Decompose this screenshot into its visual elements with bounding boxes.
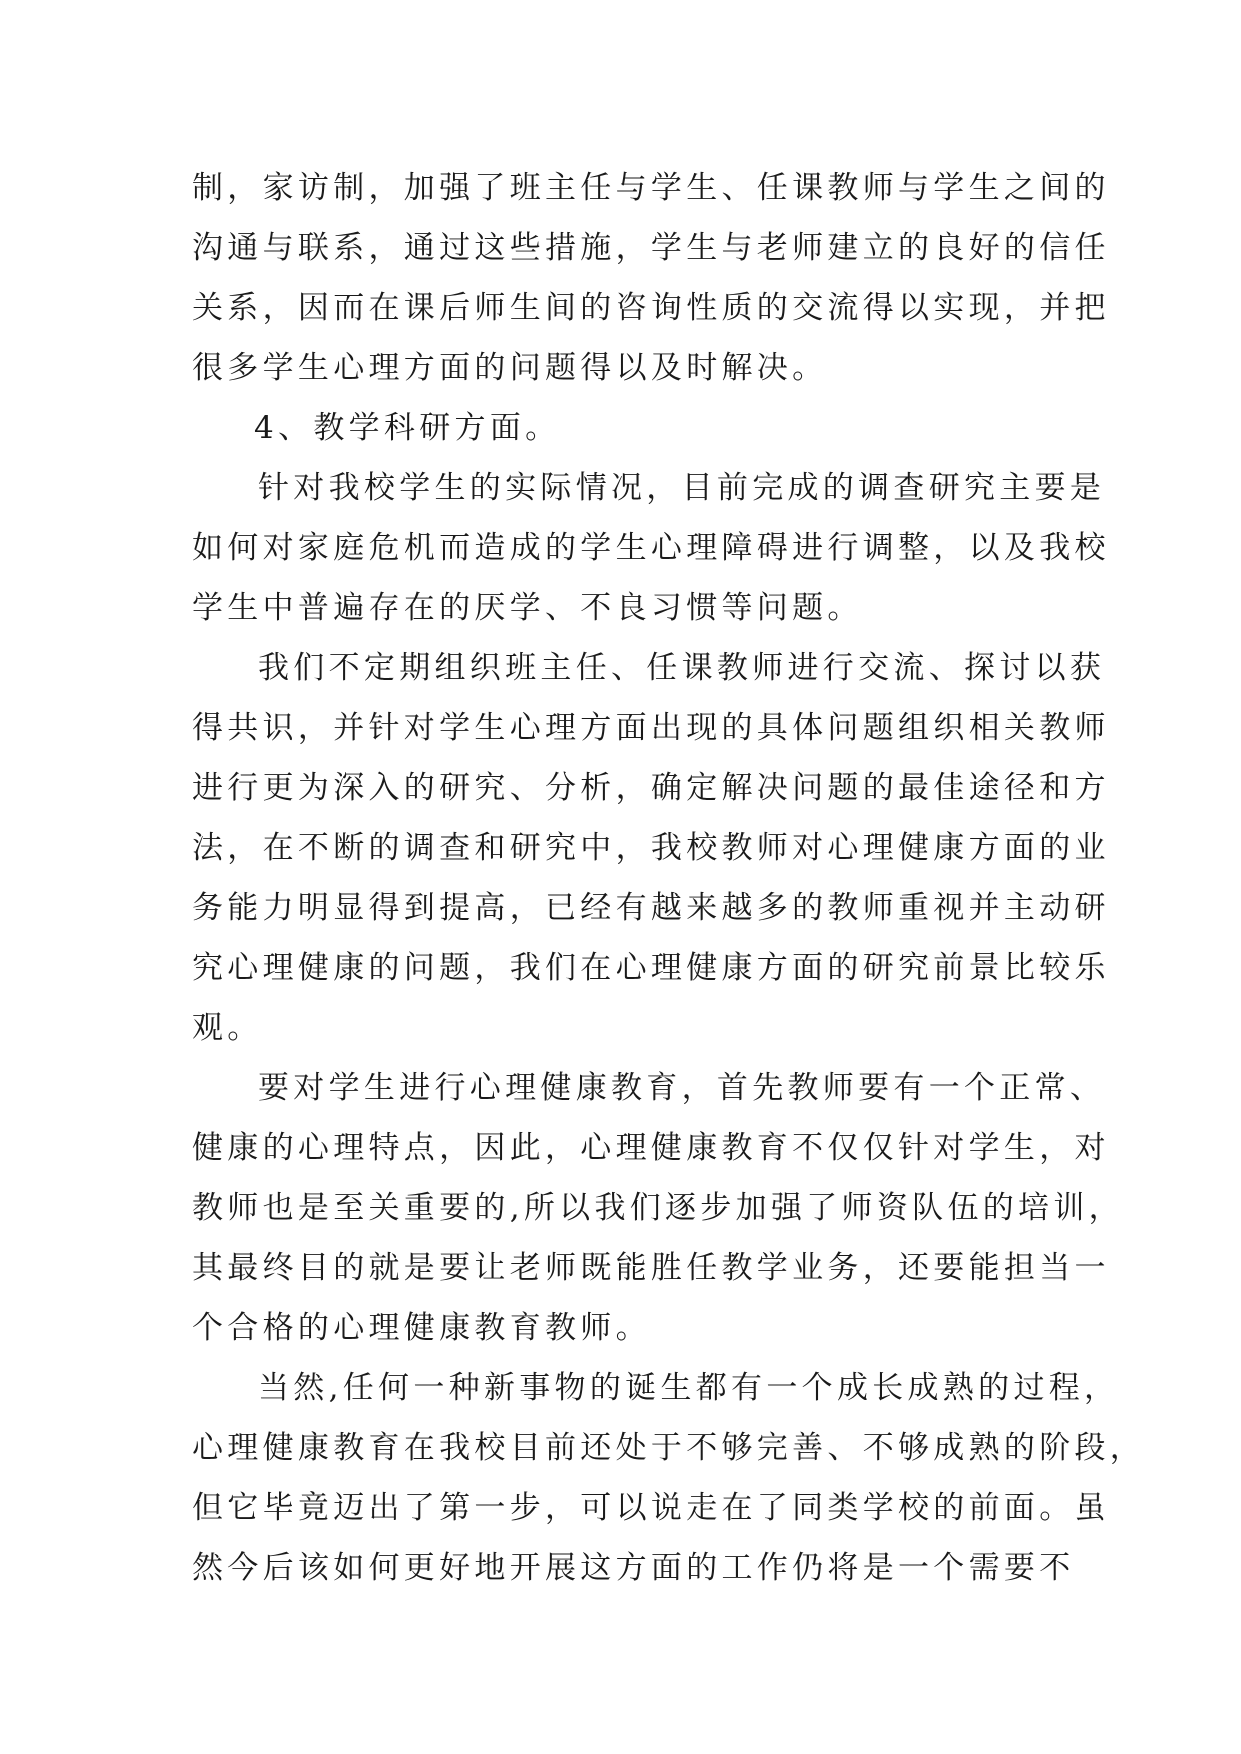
text-line: 当然,任何一种新事物的诞生都有一个成长成熟的过程，: [258, 1370, 1120, 1406]
text-line: 心理健康教育在我校目前还处于不够完善、不够成熟的阶段，: [192, 1430, 1146, 1466]
text-line: 得共识，并针对学生心理方面出现的具体问题组织相关教师: [192, 710, 1110, 746]
text-line: 很多学生心理方面的问题得以及时解决。: [192, 350, 828, 386]
text-line: 如何对家庭危机而造成的学生心理障碍进行调整，以及我校: [192, 530, 1110, 566]
text-line: 观。: [192, 1010, 263, 1046]
text-line: 但它毕竟迈出了第一步，可以说走在了同类学校的前面。虽: [192, 1490, 1110, 1526]
text-line: 我们不定期组织班主任、任课教师进行交流、探讨以获: [258, 650, 1106, 686]
text-line: 健康的心理特点，因此，心理健康教育不仅仅针对学生，对: [192, 1130, 1110, 1166]
text-line: 个合格的心理健康教育教师。: [192, 1310, 651, 1346]
text-line: 针对我校学生的实际情况，目前完成的调查研究主要是: [258, 470, 1106, 506]
section-heading: 4、教学科研方面。: [254, 410, 561, 446]
body-text: [192, 158, 1146, 1598]
text-line: 究心理健康的问题，我们在心理健康方面的研究前景比较乐: [192, 950, 1110, 986]
text-line: 然今后该如何更好地开展这方面的工作仍将是一个需要不: [192, 1550, 1075, 1586]
text-line: 要对学生进行心理健康教育，首先教师要有一个正常、: [258, 1070, 1106, 1106]
text-line: 进行更为深入的研究、分析，确定解决问题的最佳途径和方: [192, 770, 1110, 806]
text-line: 学生中普遍存在的厌学、不良习惯等问题。: [192, 590, 863, 626]
text-line: 其最终目的就是要让老师既能胜任教学业务，还要能担当一: [192, 1250, 1110, 1286]
text-line: 关系，因而在课后师生间的咨询性质的交流得以实现，并把: [192, 290, 1110, 326]
text-line: 法，在不断的调查和研究中，我校教师对心理健康方面的业: [192, 830, 1110, 866]
text-line: 教师也是至关重要的,所以我们逐步加强了师资队伍的培训，: [192, 1190, 1124, 1226]
text-line: 制，家访制，加强了班主任与学生、任课教师与学生之间的: [192, 170, 1110, 206]
text-line: 务能力明显得到提高，已经有越来越多的教师重视并主动研: [192, 890, 1110, 926]
text-line: 沟通与联系，通过这些措施，学生与老师建立的良好的信任: [192, 230, 1110, 266]
